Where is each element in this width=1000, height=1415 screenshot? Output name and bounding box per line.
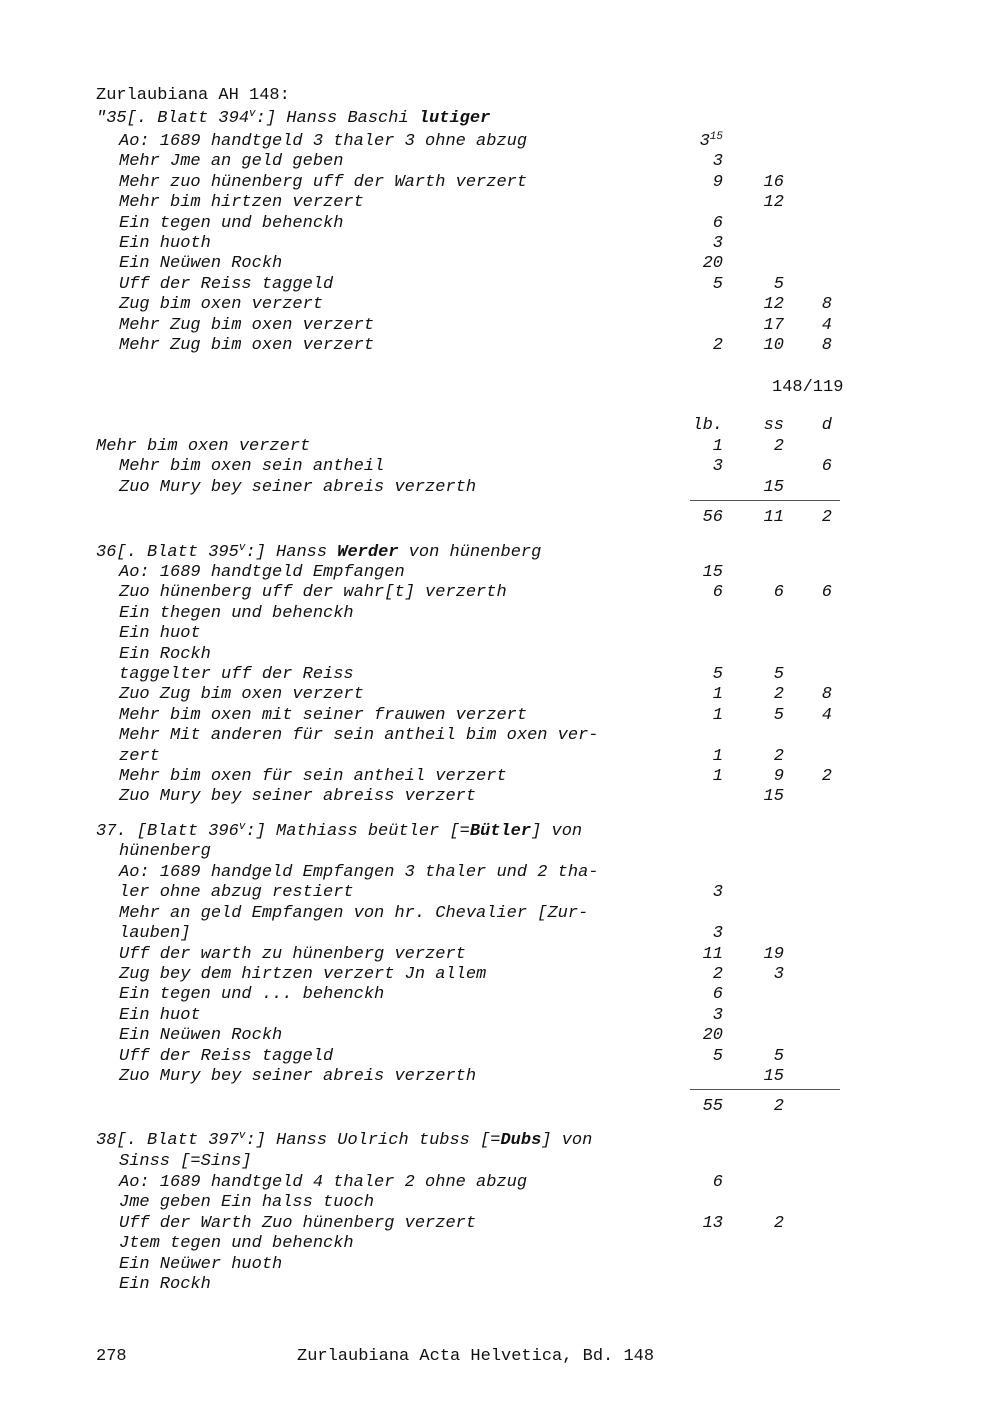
- entry-37-row-text: Zug bey dem hirtzen verzert Jn allem: [119, 965, 487, 984]
- entry-37-row: [119, 1047, 333, 1067]
- entry-37-row-text: Uff der Reiss taggeld: [119, 1046, 334, 1066]
- entry-37-row-lb: 5: [712, 1046, 723, 1066]
- entry-36-row-lb: 1: [712, 685, 723, 705]
- continuation-row: [119, 457, 384, 477]
- entry-37-row: [119, 985, 384, 1005]
- entry-35-heading-line: [0, 109, 1000, 129]
- entry-37-row-text: Mehr an geld Empfangen von hr. Chevalier [Zur-: [119, 903, 589, 923]
- continuation-row-text: Zuo Mury bey seiner abreis verzerth: [119, 477, 477, 497]
- entry-37-row-lb: 20: [702, 1026, 723, 1046]
- entry-37-row-text: Zuo Mury bey seiner abreis verzerth: [119, 1067, 477, 1086]
- heading-name: lutiger: [418, 109, 491, 128]
- entry-37-row-line: [0, 985, 1000, 1005]
- entry-36-row-line: [0, 787, 1000, 807]
- entry-37-row-line: [0, 924, 1000, 944]
- entry-35-row-line: [0, 214, 1000, 234]
- column-header-lb: lb.: [692, 416, 723, 435]
- entry-38-row-text: Ein Rockh: [119, 1275, 211, 1294]
- entry-36-row-ss: 5: [773, 705, 784, 725]
- entry-35-row-line: [0, 316, 1000, 336]
- entry-38-row: [119, 1193, 374, 1213]
- entry-37-row-line: [0, 1067, 1000, 1087]
- entry-36-row: [119, 747, 160, 767]
- entry-36-row-ss: 2: [773, 685, 784, 705]
- entry-38-row: [119, 1275, 211, 1295]
- entry-35-row-lb: 2: [712, 336, 723, 355]
- column-header-d: d: [821, 416, 832, 435]
- entry-37-row-line: [0, 883, 1000, 903]
- entry-36-row: [119, 563, 405, 583]
- entry-35-row-text: Zug bim oxen verzert: [119, 295, 324, 315]
- entry-37-row-lb: 3: [712, 883, 723, 903]
- entry-37-row-text: lauben]: [119, 924, 191, 944]
- continuation-row-line: [0, 457, 1000, 477]
- entry-36-row-line: [0, 604, 1000, 624]
- total-35-ss: 11: [763, 508, 784, 527]
- column-header-ss: ss: [763, 416, 784, 435]
- entry-35-row-text: Mehr zuo hünenberg uff der Warth verzert: [119, 172, 528, 192]
- entry-38-heading-cont-line: [0, 1152, 1000, 1172]
- entry-37-row: [119, 863, 598, 883]
- entry-38-heading-line: [0, 1131, 1000, 1151]
- heading-line2: Sinss [=Sins]: [119, 1152, 252, 1171]
- continuation-row-text: Mehr bim oxen verzert: [96, 437, 311, 456]
- entry-35-row-text: Mehr bim hirtzen verzert: [119, 193, 364, 213]
- entry-36-heading-line: [0, 543, 1000, 563]
- entry-35-row-lb: 3: [712, 234, 723, 253]
- heading-suffix: von hünenberg: [398, 543, 542, 562]
- entry-35-row-lb: 3: [712, 152, 723, 172]
- entry-35-row-line: [0, 132, 1000, 152]
- entry-35-heading: [96, 109, 490, 129]
- entry-38-row: [119, 1234, 354, 1254]
- entry-36-row: [119, 665, 354, 685]
- entry-36-row: [119, 787, 476, 807]
- entry-35-row-text: Ein Neüwen Rockh: [119, 254, 283, 274]
- heading-prefix: "35[. Blatt 394: [96, 109, 250, 128]
- entry-35-row-line: [0, 152, 1000, 172]
- continuation-row-ss: 15: [763, 477, 784, 497]
- heading-suffix: ] von: [541, 1131, 593, 1150]
- entry-35-row-line: [0, 234, 1000, 254]
- entry-35-row-line: [0, 275, 1000, 295]
- entry-35-row-text: Mehr Jme an geld geben: [119, 152, 344, 172]
- continuation-row-d: 6: [821, 457, 832, 477]
- entry-37-row-line: [0, 1026, 1000, 1046]
- page-footer: [0, 1347, 1000, 1367]
- entry-35-row: [119, 254, 282, 274]
- continuation-row: [96, 437, 310, 457]
- entry-35-row-lb: $3^{15}$: [699, 131, 723, 151]
- entry-35-row-ss: 5: [773, 274, 784, 294]
- entry-36-row-line: [0, 624, 1000, 644]
- total-rule-37: [690, 1089, 840, 1090]
- heading-sup: v: [238, 1130, 246, 1142]
- entry-35-row-ss: 17: [763, 315, 784, 335]
- heading-mid: :] Mathiass beütler [=: [245, 822, 470, 841]
- continuation-row: [119, 478, 476, 498]
- entry-35-row-ss: 12: [763, 295, 784, 315]
- entry-36-row-lb: 1: [712, 746, 723, 766]
- entry-37-row-ss: 3: [773, 965, 784, 984]
- entry-36-row-ss: 9: [773, 767, 784, 786]
- entry-35-row-ss: 16: [763, 172, 784, 192]
- entry-38-row-text: Jme geben Ein halss tuoch: [119, 1193, 375, 1213]
- heading-name: Bütler: [469, 822, 532, 841]
- entry-36-row-text: Ein Rockh: [119, 644, 211, 664]
- entry-36-row-d: 6: [821, 583, 832, 603]
- entry-37-row-line: [0, 1006, 1000, 1026]
- entry-36-row-lb: 1: [712, 705, 723, 725]
- entry-36-row-line: [0, 706, 1000, 726]
- entry-35-row-lb: 6: [712, 213, 723, 233]
- page-reference: [772, 378, 843, 398]
- entry-36-row-text: Mehr Mit anderen für sein antheil bim oxen ver-: [119, 726, 599, 746]
- continuation-row-lb: 3: [712, 457, 723, 477]
- heading-line2: hünenberg: [119, 842, 211, 861]
- entry-36-row-line: [0, 645, 1000, 665]
- entry-36-row-line: [0, 747, 1000, 767]
- entry-36-row-d: 4: [821, 705, 832, 725]
- heading-mid: :] Hanss Baschi: [255, 109, 419, 128]
- entry-36-row-text: Zuo Mury bey seiner abreiss verzert: [119, 787, 477, 807]
- entry-37-row-ss: 5: [773, 1046, 784, 1066]
- entry-37-total: [0, 1097, 1000, 1117]
- column-headers: [0, 416, 1000, 436]
- entry-37-row-lb: 2: [712, 965, 723, 984]
- entry-36-row-lb: 1: [712, 767, 723, 786]
- entry-37-row-lb: 3: [712, 924, 723, 944]
- entry-35-row: [119, 275, 333, 295]
- entry-37-row-text: Ein tegen und ... behenckh: [119, 985, 385, 1005]
- entry-36-row: [119, 685, 364, 705]
- entry-37-row-line: [0, 945, 1000, 965]
- entry-36-row: [119, 726, 598, 746]
- entry-35-row: [119, 173, 527, 193]
- heading-suffix: ] von: [531, 822, 583, 841]
- entry-37-row-line: [0, 965, 1000, 985]
- entry-38-row-line: [0, 1214, 1000, 1234]
- entry-36-row: [119, 706, 527, 726]
- total-rule-35: [690, 500, 840, 501]
- entry-35-row-text: Ein huoth: [119, 234, 211, 253]
- continuation-row-line: [0, 437, 1000, 457]
- entry-38-row-line: [0, 1234, 1000, 1254]
- entry-35-row: [119, 193, 364, 213]
- entry-36-row-line: [0, 583, 1000, 603]
- entry-36-row-line: [0, 767, 1000, 787]
- entry-37-row: [119, 904, 588, 924]
- entry-37-row-line: [0, 863, 1000, 883]
- entry-36-row: [119, 604, 354, 624]
- total-35-lb: 56: [702, 508, 723, 527]
- entry-36-row-lb: 6: [712, 583, 723, 603]
- entry-38-row-text: Jtem tegen und behenckh: [119, 1234, 354, 1254]
- entry-35-row: [119, 132, 527, 152]
- heading-prefix: 36[. Blatt 395: [96, 543, 239, 562]
- total-37-lb: 55: [702, 1097, 723, 1116]
- entry-36-row-text: Zuo Zug bim oxen verzert: [119, 685, 364, 705]
- entry-36-row-text: Ein huot: [119, 624, 201, 644]
- entry-36-row-d: 2: [821, 767, 832, 786]
- entry-36-row-line: [0, 685, 1000, 705]
- entry-38-row-line: [0, 1255, 1000, 1275]
- entry-37-row-text: Ao: 1689 handgeld Empfangen 3 thaler und 2 tha-: [119, 863, 599, 882]
- heading-sup: v: [238, 821, 246, 833]
- entry-36-row-text: Zuo hünenberg uff der wahr[t] verzerth: [119, 583, 507, 603]
- entry-35-row-text: Ein tegen und behenckh: [119, 213, 344, 233]
- entry-36-row-text: zert: [119, 746, 160, 766]
- entry-36-row-ss: 2: [773, 746, 784, 766]
- entry-35-row-lb: 20: [702, 254, 723, 274]
- entry-37-row-text: Ein huot: [119, 1005, 201, 1025]
- entry-35-row: [119, 214, 343, 234]
- total-37-ss: 2: [773, 1097, 784, 1116]
- entry-37-row: [119, 1026, 282, 1046]
- heading-sup: v: [249, 108, 256, 120]
- entry-37-heading: [96, 822, 582, 842]
- entry-35-row-ss: 10: [763, 336, 784, 355]
- entry-38-heading: [96, 1131, 592, 1151]
- entry-37-row-line: [0, 1047, 1000, 1067]
- document-header: [96, 86, 290, 106]
- entry-36-row-text: Ao: 1689 handtgeld Empfangen: [119, 563, 405, 582]
- entry-36-row-line: [0, 726, 1000, 746]
- entry-35-row-d: 8: [821, 336, 832, 355]
- entry-35-row-line: [0, 295, 1000, 315]
- entry-35-row-d: 8: [821, 295, 832, 315]
- entry-38-row-lb: 13: [702, 1213, 723, 1233]
- entry-38-row-text: Uff der Warth Zuo hünenberg verzert: [119, 1213, 477, 1233]
- entry-37-row-text: Uff der warth zu hünenberg verzert: [119, 944, 466, 964]
- entry-35-row: [119, 336, 374, 356]
- page-reference-line: [0, 378, 1000, 398]
- entry-36-row: [119, 583, 507, 603]
- entry-37-row: [119, 883, 354, 903]
- continuation-row-ss: 2: [773, 437, 784, 456]
- entry-35-row-text: Mehr Zug bim oxen verzert: [119, 336, 375, 355]
- entry-37-row: [119, 945, 466, 965]
- entry-36-row: [119, 624, 201, 644]
- entry-35-row: [119, 234, 211, 254]
- entry-35-row-d: 4: [821, 315, 832, 335]
- footer-title: Zurlaubiana Acta Helvetica, Bd. 148: [297, 1347, 655, 1366]
- entry-37-row-line: [0, 904, 1000, 924]
- entry-38-row-ss: 2: [773, 1213, 784, 1233]
- entry-35-row: [119, 316, 374, 336]
- entry-37-row: [119, 1006, 201, 1026]
- entry-36-row-ss: 5: [773, 665, 784, 684]
- heading-prefix: 38[. Blatt 397: [96, 1131, 239, 1150]
- entry-35-row-lb: 9: [712, 172, 723, 192]
- entry-38-row-line: [0, 1193, 1000, 1213]
- heading-mid: :] Hanss: [245, 543, 338, 562]
- entry-35-row-ss: 12: [763, 193, 784, 213]
- entry-38-row: [119, 1255, 282, 1275]
- entry-37-row-ss: 19: [763, 944, 784, 964]
- entry-38-row-text: Ao: 1689 handtgeld 4 thaler 2 ohne abzug: [119, 1173, 528, 1192]
- entry-38-row-line: [0, 1173, 1000, 1193]
- heading-mid: :] Hanss Uolrich tubss [=: [245, 1131, 501, 1150]
- entry-35-row-line: [0, 336, 1000, 356]
- entry-38-row-text: Ein Neüwer huoth: [119, 1254, 283, 1274]
- entry-37-row-text: ler ohne abzug restiert: [119, 883, 354, 903]
- entry-37-heading-line: [0, 822, 1000, 842]
- header-text: Zurlaubiana AH 148:: [96, 86, 290, 105]
- entry-35-row-text: Uff der Reiss taggeld: [119, 274, 334, 294]
- entry-36-row: [119, 767, 507, 787]
- continuation-row-lb: 1: [712, 437, 723, 456]
- document-header-line: [0, 86, 1000, 106]
- entry-38-row-line: [0, 1275, 1000, 1295]
- entry-36-row-line: [0, 665, 1000, 685]
- entry-37-heading-cont-line: [0, 842, 1000, 862]
- entry-35-total: [0, 508, 1000, 528]
- entry-38-row: [119, 1173, 527, 1193]
- entry-37-row: [119, 1067, 476, 1087]
- heading-name: Werder: [337, 543, 399, 562]
- entry-37-row-text: Ein Neüwen Rockh: [119, 1026, 283, 1046]
- entry-37-row-lb: 6: [712, 985, 723, 1005]
- entry-36-row-text: Mehr bim oxen für sein antheil verzert: [119, 767, 507, 786]
- entry-35-row-line: [0, 254, 1000, 274]
- heading-sup: v: [238, 542, 246, 554]
- entry-37-row: [119, 924, 190, 944]
- entry-36-row: [119, 645, 211, 665]
- entry-36-row-ss: 15: [763, 787, 784, 807]
- entry-37-row-ss: 15: [763, 1067, 784, 1086]
- entry-36-row-line: [0, 563, 1000, 583]
- heading-name: Dubs: [500, 1131, 542, 1150]
- entry-37-row: [119, 965, 486, 985]
- entry-35-row-line: [0, 173, 1000, 193]
- entry-38-row-lb: 6: [712, 1173, 723, 1192]
- entry-38-row: [119, 1214, 476, 1234]
- entry-36-row-d: 8: [821, 685, 832, 705]
- entry-37-row-lb: 11: [702, 944, 723, 964]
- entry-36-row-lb: 15: [702, 563, 723, 582]
- entry-35-row-text: Ao: 1689 handtgeld 3 thaler 3 ohne abzug: [119, 132, 528, 151]
- total-35-d: 2: [821, 508, 832, 527]
- entry-38-heading-cont: [119, 1152, 252, 1172]
- footer-page-number: 278: [96, 1347, 127, 1366]
- entry-35-row-line: [0, 193, 1000, 213]
- entry-37-row-lb: 3: [712, 1005, 723, 1025]
- heading-prefix: 37. [Blatt 396: [96, 822, 239, 841]
- continuation-row-line: [0, 478, 1000, 498]
- entry-36-row-text: taggelter uff der Reiss: [119, 665, 354, 684]
- entry-35-row: [119, 295, 323, 315]
- entry-35-row-lb-sup: 15: [709, 131, 723, 143]
- page-ref-text: 148/119: [772, 378, 844, 397]
- entry-36-row-text: Ein thegen und behenckh: [119, 603, 354, 623]
- entry-35-row: [119, 152, 343, 172]
- entry-36-heading: [96, 543, 541, 563]
- entry-36-row-text: Mehr bim oxen mit seiner frauwen verzert: [119, 705, 528, 725]
- entry-35-row-text: Mehr Zug bim oxen verzert: [119, 315, 375, 335]
- entry-36-row-lb: 5: [712, 665, 723, 684]
- entry-37-heading-cont: [119, 842, 211, 862]
- entry-36-row-ss: 6: [773, 583, 784, 603]
- entry-35-row-lb: 5: [712, 274, 723, 294]
- continuation-row-text: Mehr bim oxen sein antheil: [119, 457, 385, 477]
